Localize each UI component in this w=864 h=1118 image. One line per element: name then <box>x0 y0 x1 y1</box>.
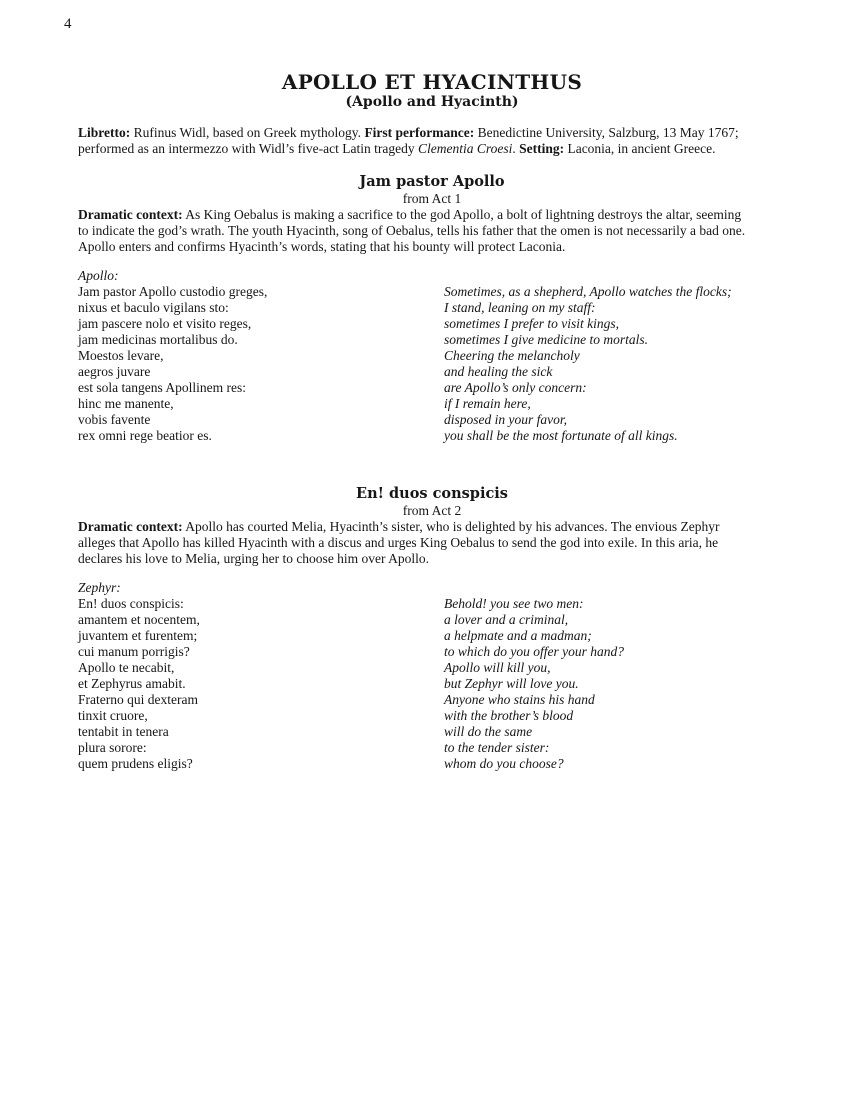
speaker-label: Zephyr: <box>78 580 121 595</box>
verse-line: vobis favente <box>78 412 151 427</box>
section-title: Jam pastor Apollo <box>359 173 505 190</box>
context-line <box>78 239 786 255</box>
verse-line: Sometimes, as a shepherd, Apollo watches the flocks; <box>444 284 732 299</box>
verse-line: Jam pastor Apollo custodio greges, <box>78 284 268 299</box>
text-segment: Rufinus Widl, based on Greek mythology. <box>130 125 365 140</box>
intro-paragraph <box>78 125 786 157</box>
page-number: 4 <box>64 16 72 32</box>
text-segment: Laconia, in ancient Greece. <box>564 141 716 156</box>
verse-line: et Zephyrus amabit. <box>78 676 186 691</box>
verse-line: En! duos conspicis: <box>78 596 184 611</box>
verse-line: disposed in your favor, <box>444 412 567 427</box>
verse-line: Anyone who stains his hand <box>444 692 595 707</box>
verse-line: Moestos levare, <box>78 348 164 363</box>
act-label: from Act 2 <box>402 503 462 518</box>
verse-line: with the brother’s blood <box>444 708 574 723</box>
section-title: En! duos conspicis <box>356 485 508 502</box>
context-line <box>78 551 786 567</box>
verse-grid <box>78 284 786 444</box>
text-segment: performed as an intermezzo with Widl’s five-act Latin tragedy <box>78 141 418 156</box>
verse-line: nixus et baculo vigilans sto: <box>78 300 229 315</box>
text-segment: to indicate the god’s wrath. The youth Hyacinth, song of Oebalus, tells his father that the omen is not necessarily a bad one. <box>78 223 746 238</box>
english-column <box>444 284 786 444</box>
context-line <box>78 207 786 223</box>
doc-subtitle: (Apollo and Hyacinth) <box>345 94 519 110</box>
verse-line: Apollo te necabit, <box>78 660 175 675</box>
verse-line: Behold! you see two men: <box>444 596 584 611</box>
verse-line: aegros juvare <box>78 364 151 379</box>
verse-line: sometimes I give medicine to mortals. <box>444 332 648 347</box>
verse-line: cui manum porrigis? <box>78 644 190 659</box>
verse-line: I stand, leaning on my staff: <box>444 300 596 315</box>
context-paragraph <box>78 207 786 255</box>
verse-line: rex omni rege beatior es. <box>78 428 212 443</box>
verse-line: jam medicinas mortalibus do. <box>78 332 238 347</box>
context-paragraph <box>78 519 786 567</box>
text-segment: Libretto: <box>78 125 131 140</box>
page-content <box>78 0 786 772</box>
speaker-label: Apollo: <box>78 268 119 283</box>
verse-line: tinxit cruore, <box>78 708 148 723</box>
verse-line: amantem et nocentem, <box>78 612 200 627</box>
verse-line: but Zephyr will love you. <box>444 676 579 691</box>
latin-column <box>78 596 444 772</box>
text-segment: Clementia Croesi <box>417 141 513 156</box>
text-segment: Setting: <box>519 141 565 156</box>
verse-line: a lover and a criminal, <box>444 612 569 627</box>
verse-grid <box>78 596 786 772</box>
text-segment: As King Oebalus is making a sacrifice to the god Apollo, a bolt of lightning destroys the altar, seeming <box>182 207 742 222</box>
text-segment: alleges that Apollo has killed Hyacinth with a discus and urges King Oebalus to send the god into exile. In this aria, he <box>78 535 719 550</box>
text-segment: declares his love to Melia, urging her to choose him over Apollo. <box>78 551 430 566</box>
verse-line: whom do you choose? <box>444 756 564 771</box>
context-line <box>78 535 786 551</box>
verse-line: you shall be the most fortunate of all kings. <box>444 428 678 443</box>
verse-line: will do the same <box>444 724 533 739</box>
verse-line: to the tender sister: <box>444 740 550 755</box>
latin-column <box>78 284 444 444</box>
verse-block <box>78 580 786 772</box>
verse-line: to which do you offer your hand? <box>444 644 624 659</box>
verse-line: plura sorore: <box>78 740 147 755</box>
verse-line: and healing the sick <box>444 364 553 379</box>
aria-section-en-duos-conspicis <box>78 485 786 772</box>
doc-title: APOLLO ET HYACINTHUS <box>281 70 583 94</box>
aria-section-jam-pastor-apollo <box>78 173 786 444</box>
context-line <box>78 519 786 535</box>
intro-line <box>78 125 786 141</box>
act-label: from Act 1 <box>402 191 462 206</box>
verse-line: hinc me manente, <box>78 396 174 411</box>
verse-line: est sola tangens Apollinem res: <box>78 380 246 395</box>
text-segment: Dramatic context: <box>78 207 183 222</box>
verse-line: are Apollo’s only concern: <box>444 380 587 395</box>
verse-line: sometimes I prefer to visit kings, <box>444 316 619 331</box>
text-segment: Apollo has courted Melia, Hyacinth’s sister, who is delighted by his advances. The envious Zephyr <box>182 519 720 534</box>
text-segment: First performance: <box>364 125 475 140</box>
text-segment: . <box>512 141 520 156</box>
verse-line: jam pascere nolo et visito reges, <box>78 316 252 331</box>
verse-line: if I remain here, <box>444 396 531 411</box>
text-segment: Apollo enters and confirms Hyacinth’s words, stating that his bounty will protect Laconia. <box>78 239 566 254</box>
text-segment: Dramatic context: <box>78 519 183 534</box>
verse-line: Cheering the melancholy <box>444 348 580 363</box>
verse-block <box>78 268 786 444</box>
english-column <box>444 596 786 772</box>
verse-line: a helpmate and a madman; <box>444 628 592 643</box>
verse-line: juvantem et furentem; <box>78 628 198 643</box>
verse-line: Fraterno qui dexteram <box>78 692 198 707</box>
verse-line: tentabit in tenera <box>78 724 169 739</box>
intro-line <box>78 141 786 157</box>
text-segment: Benedictine University, Salzburg, 13 May 1767; <box>474 125 739 140</box>
verse-line: quem prudens eligis? <box>78 756 193 771</box>
verse-line: Apollo will kill you, <box>444 660 551 675</box>
context-line <box>78 223 786 239</box>
